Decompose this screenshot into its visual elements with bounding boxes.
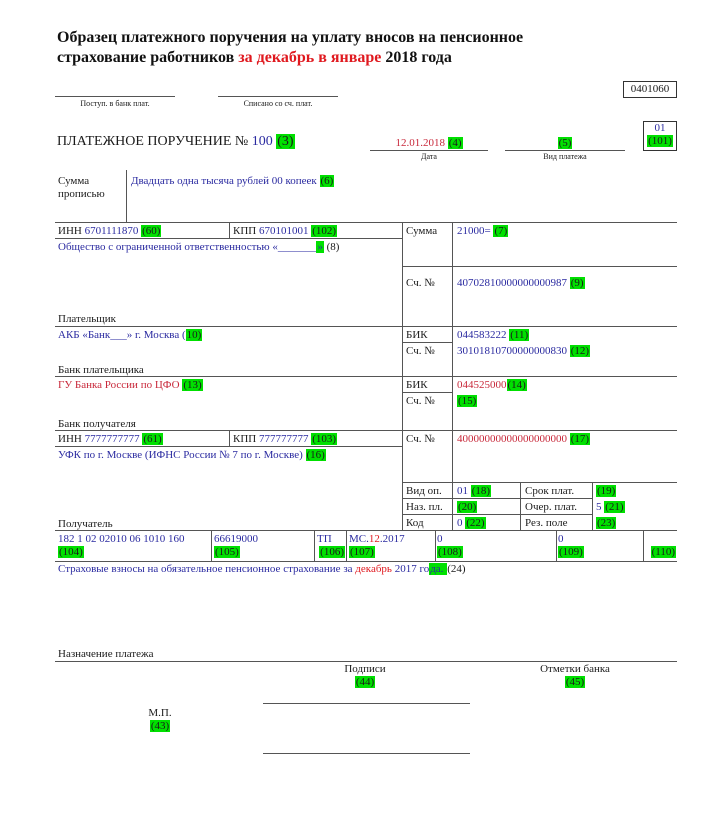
payer-status-tag: (101) — [648, 135, 672, 147]
op-type — [457, 485, 491, 498]
tax-basis-value: ТП — [317, 533, 332, 545]
payer-inn-label: ИНН — [58, 225, 82, 237]
grid-line — [346, 530, 347, 561]
due — [596, 485, 616, 498]
grid-line — [55, 238, 402, 239]
grid-line — [402, 514, 592, 515]
signature-line-2 — [263, 753, 470, 754]
due-label: Срок плат. — [525, 485, 575, 497]
payee-name-tag: (16) — [306, 449, 325, 461]
purpose-tag: (24) — [447, 563, 466, 575]
tax-period-tag: (107) — [350, 546, 374, 558]
order-title — [57, 134, 295, 150]
priority-label: Очер. плат. — [525, 501, 578, 513]
payer-bank-account-value: 30101810700000000830 — [457, 345, 567, 357]
op-type-label: Вид оп. — [406, 485, 442, 497]
stamp-tag: (43) — [150, 720, 170, 732]
amount-words-label — [58, 175, 105, 201]
amount-words-label-2: прописью — [58, 188, 105, 200]
due-tag: (19) — [597, 485, 616, 497]
payee-bank-bik-tag: (14) — [507, 379, 526, 391]
payer-bank-bik-value: 044583222 — [457, 329, 507, 341]
tax-kbk-value: 182 1 02 02010 06 1010 160 — [58, 533, 185, 545]
purpose-month: декабрь — [355, 563, 392, 575]
purpose-line — [55, 661, 677, 662]
form-code: 0401060 — [623, 81, 677, 98]
payer-bank-bik — [457, 329, 529, 342]
debited-label: Списано со сч. плат. — [243, 99, 313, 108]
priority — [596, 501, 625, 514]
grid-line — [520, 482, 521, 530]
bank-marks-tag: (45) — [565, 676, 585, 688]
payee-bank-account — [457, 395, 477, 408]
reserve — [596, 517, 616, 530]
purpose-label: Назначение платежа — [58, 648, 154, 660]
grid-line — [643, 530, 644, 561]
order-date-tag: (4) — [448, 137, 462, 149]
payee-bank-account-label: Сч. № — [406, 395, 435, 407]
tax-period — [349, 533, 405, 559]
amount-words-divider — [126, 170, 127, 222]
payer-bank-bik-tag: (11) — [510, 329, 529, 341]
payer-name — [58, 241, 339, 254]
payee-inn-label: ИНН — [58, 433, 82, 445]
payee-account-tag: (17) — [570, 433, 590, 445]
grid-line — [55, 222, 677, 223]
payee-inn-tag: (61) — [143, 433, 162, 445]
order-number-tag: (3) — [277, 134, 294, 149]
tax-oktmo-value: 66619000 — [214, 533, 258, 545]
received-label: Поступ. в банк плат. — [80, 99, 150, 108]
payer-bank-name-value: АКБ «Банк___» г. Москва ( — [58, 329, 186, 341]
order-number: 100 — [251, 134, 273, 149]
grid-line — [402, 498, 592, 499]
payer-kpp-tag: (102) — [312, 225, 337, 237]
tax-field-110 — [646, 533, 676, 559]
payment-type-line — [505, 150, 625, 151]
payee-label: Получатель — [58, 518, 113, 530]
code — [457, 517, 486, 530]
grid-line — [55, 561, 677, 562]
payee-bank-account-tag: (15) — [458, 395, 477, 407]
grid-line — [211, 530, 212, 561]
payer-account — [457, 277, 585, 290]
tax-oktmo-tag: (105) — [215, 546, 239, 558]
op-type-value: 01 — [457, 485, 468, 497]
tax-field-110-tag: (110) — [651, 546, 675, 558]
payer-bank-bik-label: БИК — [406, 329, 428, 341]
payee-account — [457, 433, 590, 446]
payer-inn — [58, 225, 161, 238]
grid-line — [314, 530, 315, 561]
payer-account-tag: (9) — [570, 277, 584, 289]
tax-oktmo — [214, 533, 258, 559]
tax-doc-date — [558, 533, 584, 559]
title-line-2 — [57, 48, 523, 68]
order-date-value: 12.01.2018 — [395, 137, 445, 149]
amount-tag: (7) — [494, 225, 508, 237]
grid-line — [55, 446, 402, 447]
payer-bank-account — [457, 345, 590, 358]
tax-doc-number-tag: (108) — [438, 546, 462, 558]
grid-line — [402, 392, 452, 393]
payee-bank-name — [58, 379, 203, 392]
tax-doc-number-value: 0 — [437, 533, 443, 545]
purpose-code — [457, 501, 477, 514]
amount — [457, 225, 508, 238]
purpose-text: Страховые взносы на обязательное пенсионное страхование за — [58, 563, 356, 575]
tax-period-month: 12 — [368, 533, 380, 545]
payee-bank-bik — [457, 379, 527, 392]
grid-line — [402, 266, 677, 267]
grid-line — [556, 530, 557, 561]
code-label: Код — [406, 517, 424, 529]
amount-words-label-1: Сумма — [58, 175, 90, 187]
signatures — [300, 663, 430, 689]
payer-account-value: 40702810000000000987 — [457, 277, 567, 289]
amount-value: 21000= — [457, 225, 491, 237]
title-line-2-suffix: 2018 года — [381, 49, 452, 66]
order-label: ПЛАТЕЖНОЕ ПОРУЧЕНИЕ № — [57, 134, 249, 149]
tax-doc-date-tag: (109) — [559, 546, 583, 558]
payer-bank-label: Банк плательщика — [58, 364, 144, 376]
payee-kpp-tag: (103) — [312, 433, 337, 445]
payer-label: Плательщик — [58, 313, 116, 325]
payer-account-label: Сч. № — [406, 277, 435, 289]
code-value: 0 — [457, 517, 463, 529]
payer-name-value: Общество с ограниченной ответственностью «_______ — [58, 241, 317, 253]
grid-line — [435, 530, 436, 561]
tax-basis — [317, 533, 345, 559]
grid-line — [592, 482, 593, 530]
amount-words — [131, 175, 334, 188]
code-tag: (22) — [466, 517, 485, 529]
payee-kpp-label: КПП — [233, 433, 257, 445]
grid-line — [55, 530, 677, 531]
amount-words-value: Двадцать одна тысяча рублей 00 копеек — [131, 175, 317, 187]
payee-account-label: Сч. № — [406, 433, 435, 445]
title-line-2-prefix: страхование работников — [57, 49, 239, 66]
signature-line-1 — [263, 703, 470, 704]
payer-inn-value: 6701111870 — [84, 225, 139, 237]
reserve-tag: (23) — [597, 517, 616, 529]
payee-name — [58, 449, 326, 462]
payer-name-quote: » — [317, 241, 323, 253]
tax-period-prefix: МС. — [349, 533, 369, 545]
payee-account-value: 40000000000000000000 — [457, 433, 567, 445]
grid-line — [402, 342, 452, 343]
payer-status-box — [643, 121, 677, 151]
purpose-year: 2017 го — [391, 563, 430, 575]
purpose-code-label: Наз. пл. — [406, 501, 443, 513]
tax-doc-number — [437, 533, 463, 559]
payer-kpp-label: КПП — [233, 225, 257, 237]
document-title — [57, 28, 523, 68]
title-line-1: Образец платежного поручения на уплату вносов на пенсионное — [57, 29, 524, 46]
bank-marks — [510, 663, 640, 689]
tax-period-year: .2017 — [379, 533, 405, 545]
reserve-label: Рез. поле — [525, 517, 568, 529]
payee-kpp — [233, 433, 337, 446]
payment-type-label: Вид платежа — [543, 152, 587, 161]
payer-bank-account-label: Сч. № — [406, 345, 435, 357]
payee-kpp-value: 777777777 — [258, 433, 309, 445]
payer-inn-tag: (60) — [142, 225, 161, 237]
payee-inn — [58, 433, 163, 446]
tax-doc-date-value: 0 — [558, 533, 564, 545]
stamp — [125, 707, 195, 733]
payee-name-value: УФК по г. Москве (ИФНС России № 7 по г. Москве) — [58, 449, 303, 461]
payee-bank-name-value: ГУ Банка России по ЦФО — [58, 379, 180, 391]
signatures-label: Подписи — [344, 663, 386, 675]
tax-kbk — [58, 533, 185, 559]
stamp-label: М.П. — [148, 707, 172, 719]
priority-value: 5 — [596, 501, 602, 513]
grid-line — [229, 430, 230, 446]
received-line — [55, 96, 175, 97]
payer-kpp-value: 670101001 — [258, 225, 309, 237]
payee-bank-label: Банк получателя — [58, 418, 136, 430]
payee-bank-bik-value: 044525000 — [457, 379, 507, 391]
payee-bank-bik-label: БИК — [406, 379, 428, 391]
amount-words-tag: (6) — [320, 175, 334, 187]
signatures-tag: (44) — [355, 676, 375, 688]
payer-name-tag: (8) — [323, 241, 340, 253]
title-highlight: за декабрь в январе — [238, 49, 382, 66]
purpose-highlight: да. — [430, 563, 447, 575]
payment-purpose — [58, 563, 466, 576]
purpose-code-tag: (20) — [458, 501, 477, 513]
priority-tag: (21) — [605, 501, 624, 513]
date-label: Дата — [421, 152, 437, 161]
tax-basis-tag: (106) — [320, 546, 344, 558]
payment-type-tag: (5) — [558, 137, 572, 149]
grid-line — [55, 430, 677, 431]
payee-bank-tag: (13) — [183, 379, 202, 391]
payment-type — [505, 137, 625, 150]
payer-kpp — [233, 225, 337, 238]
tax-field-110-value — [646, 533, 676, 546]
grid-line — [229, 222, 230, 238]
amount-label: Сумма — [406, 225, 438, 237]
payer-bank-tag: 10) — [186, 329, 202, 341]
debited-line — [218, 96, 338, 97]
payee-inn-value: 7777777777 — [84, 433, 140, 445]
tax-kbk-tag: (104) — [59, 546, 83, 558]
bank-marks-label: Отметки банка — [540, 663, 610, 675]
payer-status-value: 01 — [654, 122, 666, 134]
payer-bank-name — [58, 329, 202, 342]
grid-line — [55, 326, 677, 327]
op-type-tag: (18) — [471, 485, 491, 497]
grid-line — [402, 482, 677, 483]
grid-line — [55, 376, 677, 377]
date-line — [370, 150, 488, 151]
payer-bank-account-tag: (12) — [570, 345, 590, 357]
order-date — [370, 137, 488, 150]
